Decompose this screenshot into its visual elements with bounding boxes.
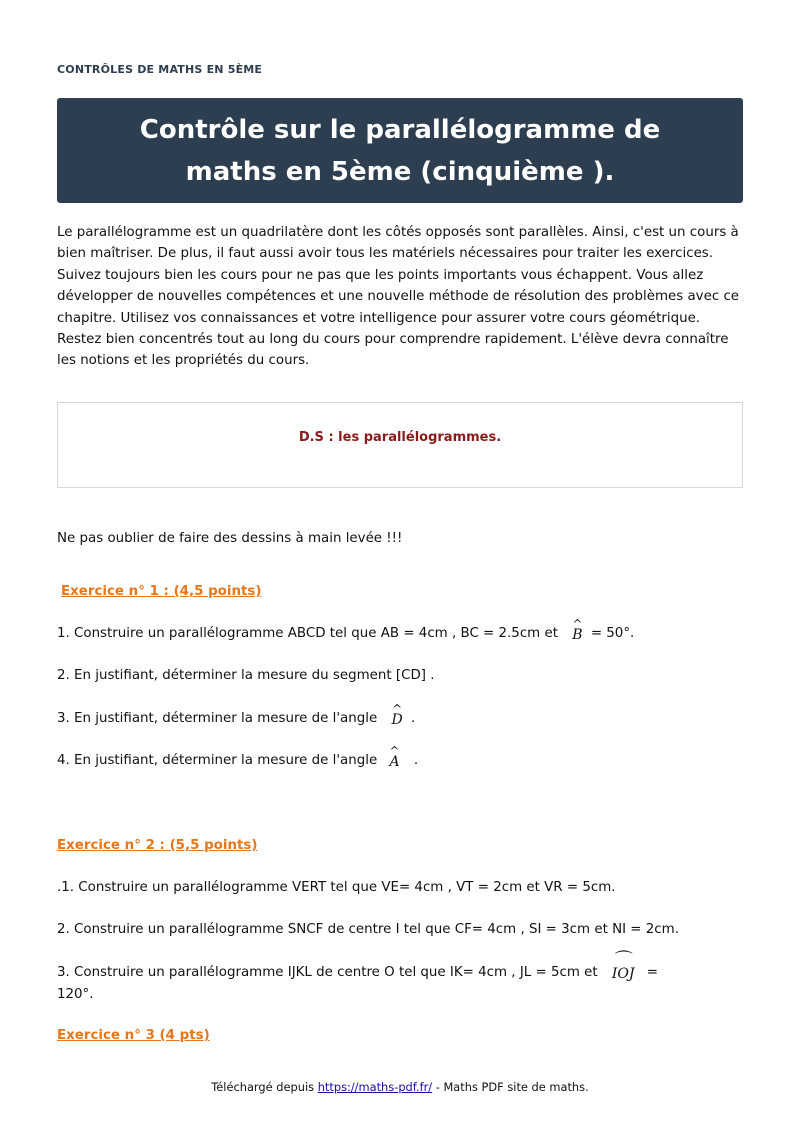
footer-suffix: - Maths PDF site de maths. [435,1080,589,1094]
exercise-3-heading: Exercice n° 3 (4 pts) [57,1028,210,1043]
exercise-2-heading: Exercice n° 2 : (5,5 points) [57,838,258,853]
exercise-1-heading: Exercice n° 1 : (4,5 points) [61,584,262,599]
question-end: . [413,753,419,768]
question-text: 1. Construire un parallélogramme ABCD tel que AB = 4cm , BC = 2.5cm et [57,626,558,641]
question-end: . [410,711,416,726]
footer-prefix: Téléchargé depuis [211,1080,315,1094]
ds-box [57,402,743,488]
exercise-2-question-1: .1. Construire un parallélogramme VERT tel que VE= 4cm , VT = 2cm et VR = 5cm. [57,880,616,895]
intro-paragraph: Le parallélogramme est un quadrilatère dont les côtés opposés sont parallèles. Ainsi, c'est un cours à bien maîtriser. De plus, il faut aussi avoir tous les matériels nécessaires pour traiter les exercices. Suivez toujours bien les cours pour ne pas que les points importants vous échappent. Vous allez développer de nouvelles compétences et une nouvelle méthode de résolution des problèmes avec ce chapitre. Utilisez vos connaissances et votre intelligence pour assurer votre cours géométrique. Restez bien concentrés tout au long du cours pour comprendre rapidement. L'élève devra connaître les notions et les propriétés du cours. [57,225,740,369]
question-text: 3. En justifiant, déterminer la mesure de l'angle [57,711,378,726]
title-banner [57,98,743,203]
question-text: 4. En justifiant, déterminer la mesure de l'angle [57,753,378,768]
exercise-2-question-2: 2. Construire un parallélogramme SNCF de centre I tel que CF= 4cm , SI = 3cm et NI = 2cm. [57,922,679,937]
angle-symbol: ^ A [389,744,400,770]
footer-link[interactable]: https://maths-pdf.fr/ [317,1080,433,1094]
reminder-text: Ne pas oublier de faire des dessins à main levée !!! [57,531,403,546]
angle-symbol: ^ D [391,702,403,728]
exercise-2-question-3 [57,950,659,982]
question-end: = 50°. [590,626,635,641]
category-label: CONTRÔLES DE MATHS EN 5ÈME [57,63,263,76]
exercise-1-question-4 [57,744,419,770]
exercise-2-question-3-continued: 120°. [57,987,94,1002]
angle-symbol: ⌒ IOJ [611,950,635,982]
angle-symbol: ^ B [572,617,583,643]
exercise-1-question-2: 2. En justifiant, déterminer la mesure du segment [CD] . [57,668,435,683]
question-text: 3. Construire un parallélogramme IJKL de centre O tel que IK= 4cm , JL = 5cm et [57,965,598,980]
exercise-1-question-1 [57,617,635,643]
exercise-1-question-3 [57,702,416,728]
ds-title: D.S : les parallélogrammes. [298,430,502,445]
footer [0,1080,800,1094]
page-title: Contrôle sur le parallélogramme de maths en 5ème (cinquième ). [139,114,661,187]
question-end: = [646,965,659,980]
